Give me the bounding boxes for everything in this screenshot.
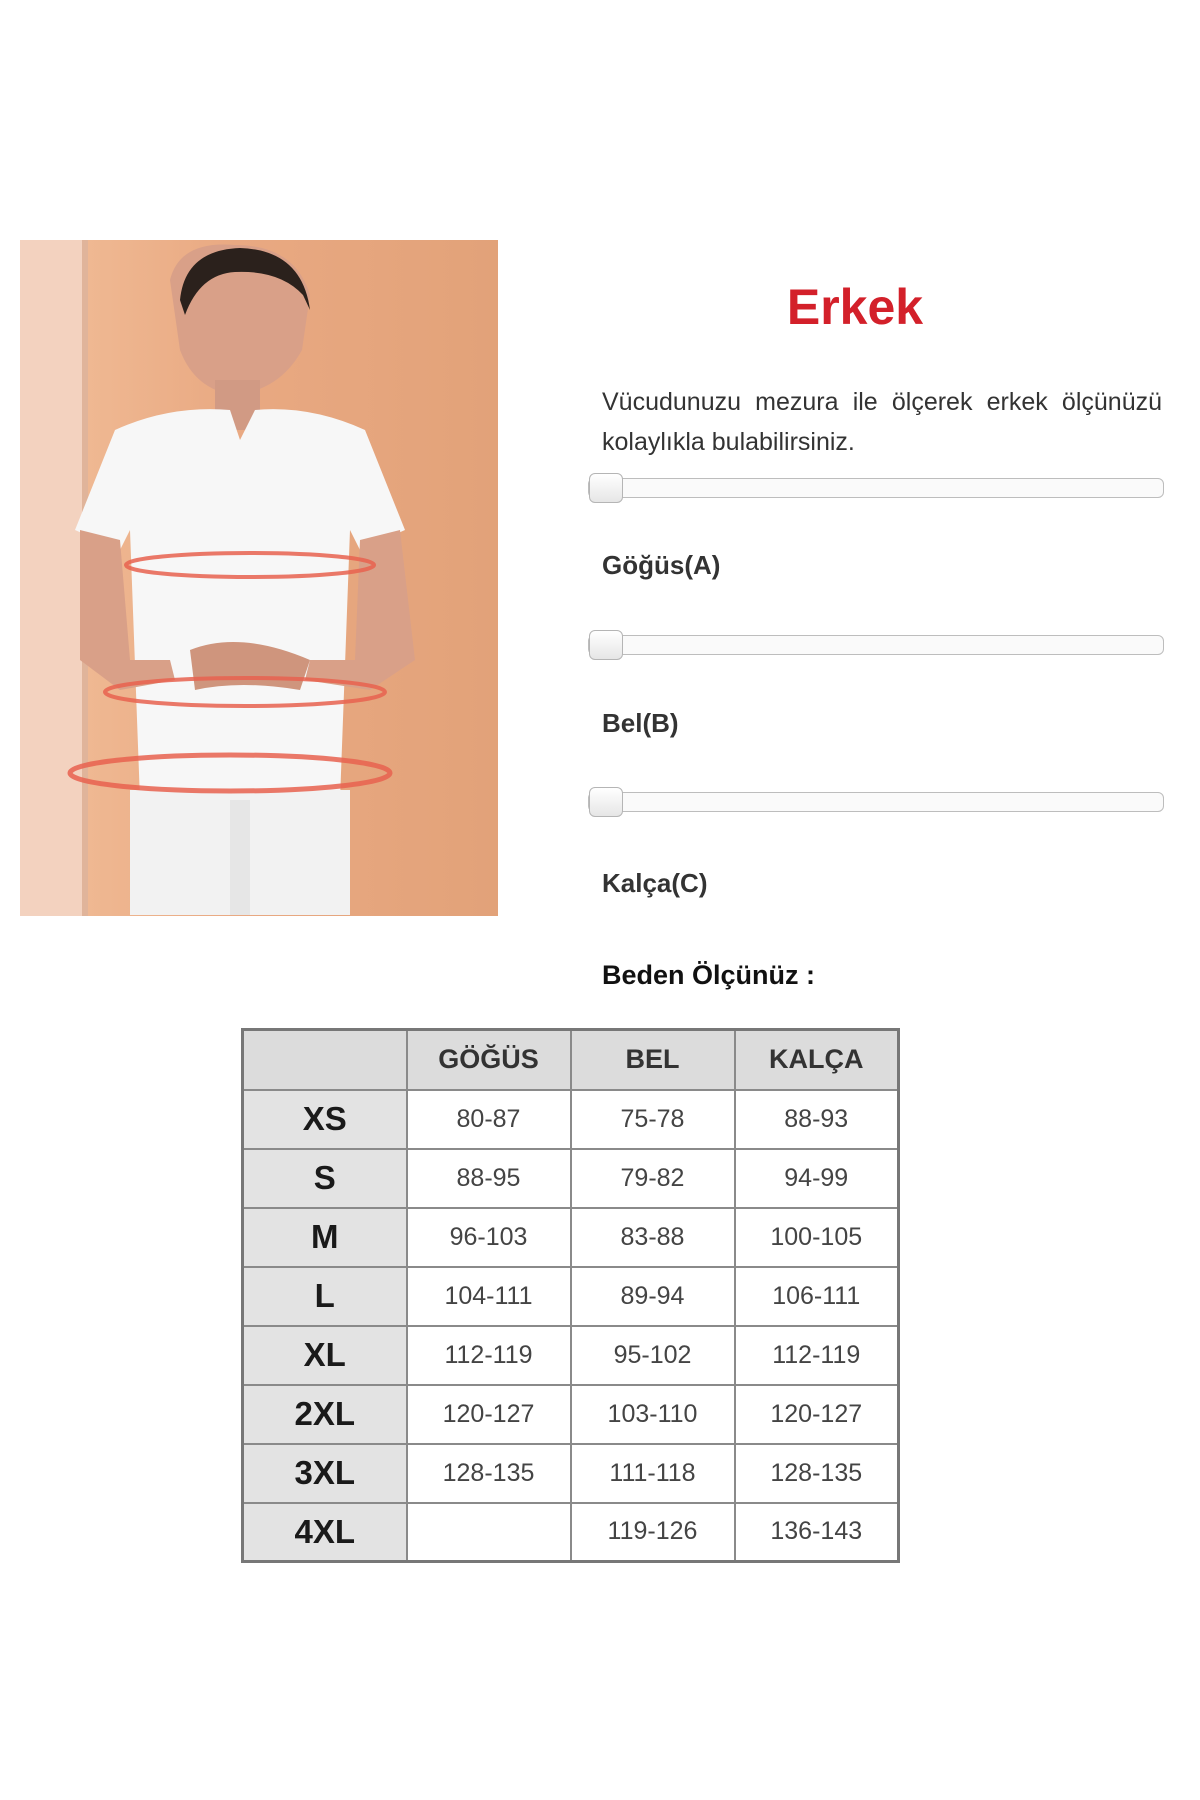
chest-cell: 112-119 (407, 1326, 571, 1385)
waist-cell: 111-118 (571, 1444, 735, 1503)
size-cell: S (243, 1149, 407, 1208)
hip-cell: 100-105 (735, 1208, 899, 1267)
hip-slider[interactable] (588, 792, 1164, 812)
chest-cell (407, 1503, 571, 1562)
size-table (241, 1028, 900, 1563)
table-row (243, 1090, 899, 1149)
size-cell: XS (243, 1090, 407, 1149)
waist-cell: 89-94 (571, 1267, 735, 1326)
waist-cell: 95-102 (571, 1326, 735, 1385)
chest-cell: 96-103 (407, 1208, 571, 1267)
waist-cell: 79-82 (571, 1149, 735, 1208)
chest-cell: 88-95 (407, 1149, 571, 1208)
chest-label: Göğüs(A) (602, 550, 721, 580)
header-chest: GÖĞÜS (407, 1030, 571, 1090)
table-row (243, 1385, 899, 1444)
waist-cell: 83-88 (571, 1208, 735, 1267)
model-photo (20, 240, 498, 916)
header-waist: BEL (571, 1030, 735, 1090)
hip-label: Kalça(C) (602, 868, 708, 898)
chest-slider-thumb[interactable] (589, 473, 623, 503)
header-hip: KALÇA (735, 1030, 899, 1090)
table-row (243, 1208, 899, 1267)
hip-cell: 88-93 (735, 1090, 899, 1149)
result-label: Beden Ölçünüz : (602, 960, 816, 990)
size-table-header-row (243, 1030, 899, 1090)
waist-cell: 75-78 (571, 1090, 735, 1149)
hip-cell: 128-135 (735, 1444, 899, 1503)
size-cell: L (243, 1267, 407, 1326)
hip-cell: 136-143 (735, 1503, 899, 1562)
table-row (243, 1326, 899, 1385)
chest-cell: 80-87 (407, 1090, 571, 1149)
chest-cell: 128-135 (407, 1444, 571, 1503)
table-row (243, 1503, 899, 1562)
size-cell: 3XL (243, 1444, 407, 1503)
waist-cell: 103-110 (571, 1385, 735, 1444)
header-size (243, 1030, 407, 1090)
chest-cell: 104-111 (407, 1267, 571, 1326)
hip-cell: 112-119 (735, 1326, 899, 1385)
page-title: Erkek (786, 279, 924, 335)
chest-slider[interactable] (588, 478, 1164, 498)
waist-cell: 119-126 (571, 1503, 735, 1562)
waist-slider-thumb[interactable] (589, 630, 623, 660)
hip-cell: 94-99 (735, 1149, 899, 1208)
size-cell: M (243, 1208, 407, 1267)
size-cell: 2XL (243, 1385, 407, 1444)
model-illustration (20, 240, 498, 916)
hip-cell: 120-127 (735, 1385, 899, 1444)
size-cell: 4XL (243, 1503, 407, 1562)
table-row (243, 1149, 899, 1208)
table-row (243, 1267, 899, 1326)
intro-text: Vücudunuzu mezura ile ölçerek erkek ölçünüzü kolaylıkla bulabilirsiniz. (602, 388, 1162, 456)
size-cell: XL (243, 1326, 407, 1385)
waist-slider[interactable] (588, 635, 1164, 655)
table-row (243, 1444, 899, 1503)
chest-cell: 120-127 (407, 1385, 571, 1444)
waist-label: Bel(B) (602, 708, 679, 738)
hip-cell: 106-111 (735, 1267, 899, 1326)
hip-slider-thumb[interactable] (589, 787, 623, 817)
